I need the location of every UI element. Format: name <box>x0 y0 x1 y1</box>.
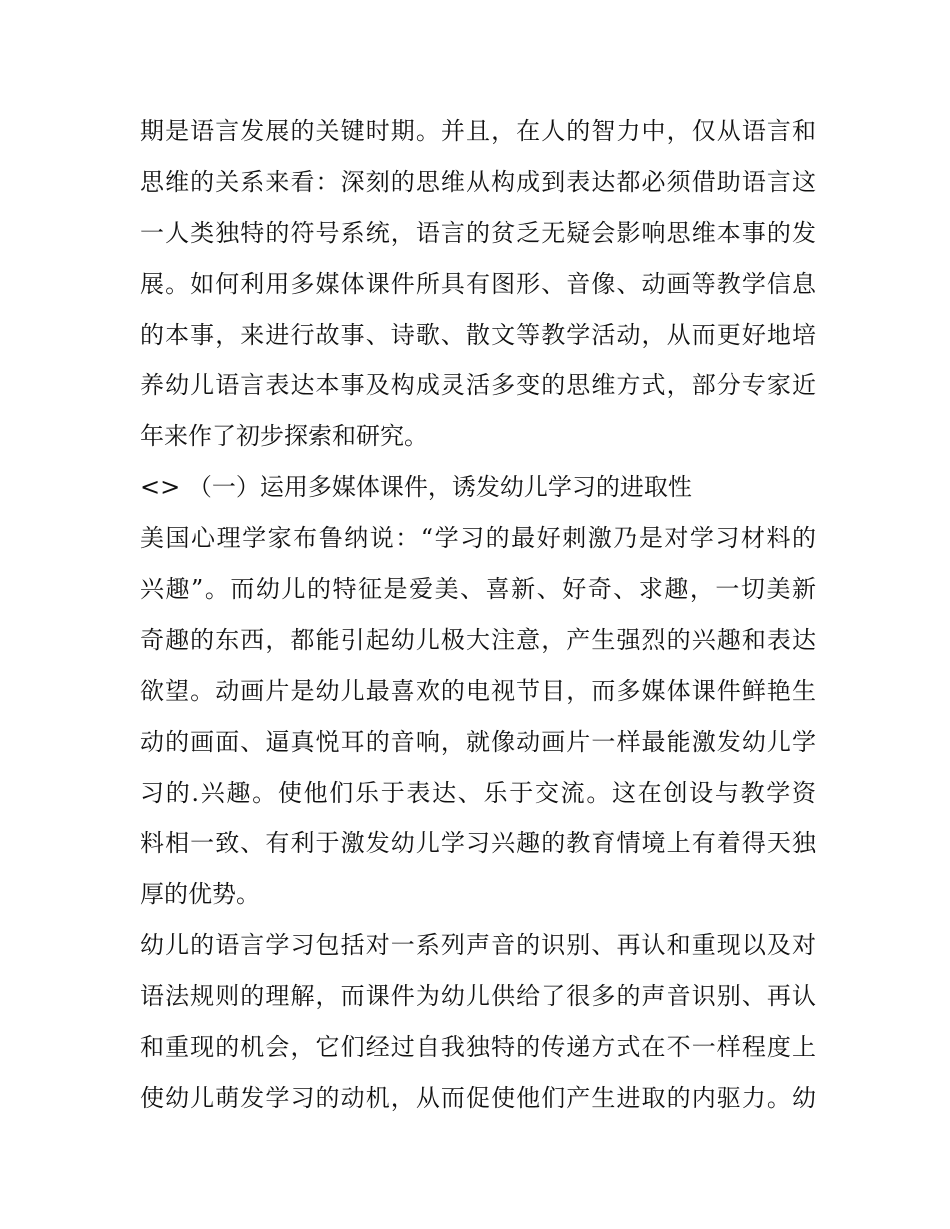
text-line: 年来作了初步探索和研究。 <box>140 422 428 451</box>
text-line: 奇趣的东西，都能引起幼儿极大注意，产生强烈的兴趣和表达 <box>140 625 816 654</box>
section-heading: <> （一）运用多媒体课件，诱发幼儿学习的进取性 <box>140 473 692 502</box>
text-line: 展。如何利用多媒体课件所具有图形、音像、动画等教学信息 <box>140 269 816 298</box>
text-line: 使幼儿萌发学习的动机，从而促使他们产生进取的内驱力。幼 <box>140 1083 816 1112</box>
text-line: 思维的关系来看：深刻的思维从构成到表达都必须借助语言这 <box>140 167 816 196</box>
document-body <box>140 106 816 1124</box>
text-line: 和重现的机会，它们经过自我独特的传递方式在不一样程度上 <box>140 1033 816 1062</box>
text-line: 的本事，来进行故事、诗歌、散文等教学活动，从而更好地培 <box>140 320 816 349</box>
text-line: 厚的优势。 <box>140 880 260 909</box>
text-line: 期是语言发展的关键时期。并且，在人的智力中，仅从语言和 <box>140 117 816 145</box>
paragraph-3 <box>140 920 816 1124</box>
paragraph-1 <box>140 106 816 462</box>
text-line: 美国心理学家布鲁纳说：“学习的最好刺激乃是对学习材料的 <box>140 524 816 553</box>
text-line: 料相一致、有利于激发幼儿学习兴趣的教育情境上有着得天独 <box>140 829 816 858</box>
text-line: 习的.兴趣。使他们乐于表达、乐于交流。这在创设与教学资 <box>140 778 816 807</box>
text-line: 一人类独特的符号系统，语言的贫乏无疑会影响思维本事的发 <box>140 218 816 247</box>
text-line: 动的画面、逼真悦耳的音响，就像动画片一样最能激发幼儿学 <box>140 727 816 756</box>
text-line: 幼儿的语言学习包括对一系列声音的识别、再认和重现以及对 <box>140 931 816 960</box>
text-line: 兴趣”。而幼儿的特征是爱美、喜新、好奇、求趣，一切美新 <box>140 575 816 604</box>
text-line: 欲望。动画片是幼儿最喜欢的电视节目，而多媒体课件鲜艳生 <box>140 676 816 705</box>
paragraph-2 <box>140 513 816 920</box>
text-line: 养幼儿语言表达本事及构成灵活多变的思维方式，部分专家近 <box>140 371 816 400</box>
text-line: 语法规则的理解，而课件为幼儿供给了很多的声音识别、再认 <box>140 982 816 1011</box>
